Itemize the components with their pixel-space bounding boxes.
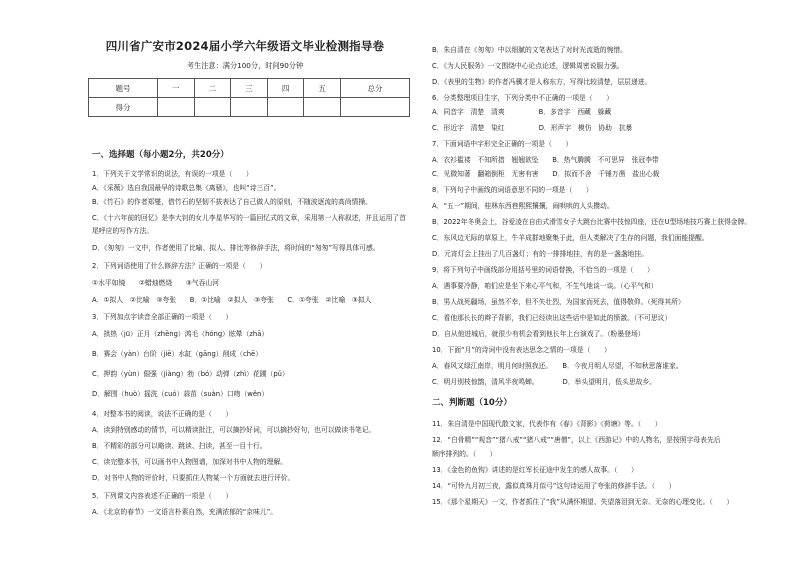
score-header-cell: 四 (267, 79, 304, 98)
score-table (88, 78, 410, 117)
question-line: A．①拟人 ②比喻 ③夸张 B．①比喻 ②拟人 ③夸张 C．①夸张 ②比喻 ③拟人 (92, 296, 372, 304)
score-header-cell: 总分 (340, 79, 409, 98)
question-line: C．形近字 清楚 染红 D．形声字 模仿 协助 抗暴 (432, 124, 633, 132)
question-line: D．《表里的生物》的作者冯骥才是人称东方，写得比较清楚，层层递进。 (432, 78, 652, 86)
question-line: 尾呼应的写作方法。 (92, 227, 154, 235)
question-line: D．元宵灯会上挂出了几百盏灯；有的一排排地挂，有的是一盏盏地挂。 (432, 250, 648, 258)
question-line: A．春风又绿江南岸，明月何时照我还。 B．今夜月明人尽望，不知秋思落谁家。 (432, 362, 683, 370)
score-header-cell: 二 (194, 79, 231, 98)
score-cell[interactable] (267, 98, 304, 117)
question-line: B．不精彩的部分可以略读、跳读、扫读，甚至一目十行。 (92, 442, 267, 450)
exam-notice: 考生注意：满分100分，时间90分钟 (186, 61, 304, 70)
question-line: A．同音字 清楚 清爽 B．多音字 西藏 躲藏 (432, 108, 612, 116)
question-line: B．男人战死疆场，虽然不幸，但不失壮烈，为国家而死去，值得敬仰。（死得其所） (432, 298, 685, 306)
question-line: 10．下面“月”的诗词中没有表达思念之情的一项是（ ） (432, 346, 611, 354)
question-line: D．解围（huò）摇洗（cuó）蒜苗（suàn）口吻（wěn） (92, 390, 269, 398)
question-line: 7．下面词语中字形完全正确的一项是（ ） (432, 140, 573, 148)
score-row-label: 得分 (89, 98, 158, 117)
question-line: 13．《金色的鱼钩》讲述的是红军长征途中发生的感人故事。（ ） (432, 466, 638, 474)
question-line: B．《竹石》的作者郑燮，借竹石的坚韧不拔表达了自己做人的原则，不随波逐流的高尚情操。 (92, 198, 372, 206)
section-title-choice: 一、选择题（每小题2分，共20分） (92, 150, 229, 160)
score-header-cell: 一 (157, 79, 194, 98)
question-line: C．押韵（yùn）倔强（jiàng）勃（bó）动弹（zhì）花圃（pǔ） (92, 370, 289, 378)
question-line: 6．分类整理项目生字，下列分类中不正确的一项是（ ） (432, 94, 614, 102)
question-line: D．对书中人物的评价时，只要抓住人物某一个方面就去进行评价。 (92, 474, 295, 482)
page-title: 四川省广安市2024届小学六年级语文毕业检测指导卷 (105, 39, 385, 53)
question-line: C．东风边无际的草原上，牛羊成群地聚集于此，但人类解决了生存的问题，我们面能提醒。 (432, 234, 709, 242)
score-header-row (89, 79, 410, 98)
question-line: 11．朱自清是中国现代散文家，代表作有《春》《背影》《荷塘》等。（ ） (432, 420, 662, 428)
question-line: B．朱自清在《匆匆》中以细腻的文笔表达了对时光流逝的惋惜。 (432, 46, 627, 54)
question-line: A．遇事要冷静，咱们应是坐下来心平气和，不生气地谈一谈。（心平气和） (432, 282, 658, 290)
question-line: 4．对整本书的阅读，说法不正确的是（ ） (92, 410, 233, 418)
score-header-cell: 五 (304, 79, 341, 98)
question-line: ①水平如镜 ②蜡烛燃烧 ③气吞山河 (92, 279, 220, 287)
question-line: C．看他那长长的辫子背影，我们已经读出这些话中是如此的愤激。（不可思议） (432, 314, 672, 322)
score-cell[interactable] (340, 98, 409, 117)
question-line: C．明月别枝惊鹊，清风半夜鸣蝉。 D．举头望明月，低头思故乡。 (432, 378, 657, 386)
question-line: A．衣衫褴褛 不知所措 翘翘欲坠 B．热气腾腾 不可思异 张冠李带 (432, 156, 659, 164)
question-line: 8．下列句子中画线的词语意思不同的一项是（ ） (432, 186, 593, 194)
question-line: 9．将下列句子中画线部分用括号里的词语替换，不恰当的一项是（ ） (432, 266, 654, 274)
question-line: 3．下列加点字读音全部正确的一项是（ ） (92, 313, 233, 321)
score-cell[interactable] (231, 98, 268, 117)
question-line: 14．“可怜九月初三夜，露似真珠月似弓”这句诗运用了夸张的修辞手法。（ ） (432, 482, 676, 490)
question-line: 15．《那个星期天》一文，作者抓住了“我”从满怀期望、失望落泪到无奈、无奈的心理变化。（ ） (432, 498, 734, 506)
question-line: A．“五一”期间，桂林东西巷熙熙攘攘，闹哄哄的人头攒动。 (432, 202, 614, 210)
question-line: A．《北京的春节》一文语言朴素自然，充满浓郁的“京味儿”。 (92, 508, 278, 516)
question-line: A．拱热（jū）正月（zhēng）鸿毛（hóng）眩晕（zhā） (92, 330, 269, 338)
question-line: 1．下列关于文学常识的说法，有误的一项是（ ） (92, 170, 253, 178)
score-header-cell: 三 (231, 79, 268, 98)
section-title-judge: 二、判断题（10分） (432, 398, 512, 408)
question-line: B．赛会（yàn）台阶（jiē）水缸（gāng）削成（chē） (92, 350, 262, 358)
score-cell[interactable] (304, 98, 341, 117)
question-line: A．读到特别感动的情节，可以精读批注，可以摘抄好词，可以摘抄好句，也可以做读书笔记。 (92, 426, 376, 434)
question-line: D．《匆匆》一文中，作者使用了比喻、拟人、排比等修辞手法，将时间的“匆匆”写得具体可感。 (92, 244, 380, 252)
question-line: C．见微知著 翻箱倒柜 无害有害 D．拟而不舍 千锤万凿 盐出心裁 (432, 170, 660, 178)
question-line: D．自从他进城后，就很少有机会看到他长年上台演戏了。（粉墨登场） (432, 330, 645, 338)
question-line: C．《十六年前的回忆》是李大钊的女儿李星华写的一篇回忆式的文章，采用第一人称叙述，并且运用了首 (92, 214, 407, 222)
score-value-row (89, 98, 410, 117)
question-line: 5．下列课文内容表述不正确的一项是（ ） (92, 492, 233, 500)
score-cell[interactable] (157, 98, 194, 117)
question-line: A．《采薇》选自我国最早的诗歌总集《离骚》，也叫“诗三百”。 (92, 184, 281, 192)
question-line: 2．下列词语使用了什么修辞方法？正确的一项是（ ） (92, 262, 267, 270)
question-line: 12．“白骨精”“观音”“猪八戒”“猪八戒”“唐僧”，以上《西游记》中的人物名，是按照字母表先后 (432, 436, 721, 444)
question-line: C．读完整本书，可以画书中人物图谱，加深对书中人物的理解。 (92, 458, 288, 466)
score-cell[interactable] (194, 98, 231, 117)
question-line: C．《为人民服务》一文围绕中心论点论述，逻辑周密说服力强。 (432, 62, 624, 70)
score-header-cell: 题号 (89, 79, 158, 98)
question-line: B．2022年冬奥会上，谷爱凌在自由式滑雪女子大跳台比赛中技惊四座，还在U型场地技巧赛上获得金牌。 (432, 218, 752, 226)
question-line: 顺序排列的。（ ） (432, 450, 497, 458)
